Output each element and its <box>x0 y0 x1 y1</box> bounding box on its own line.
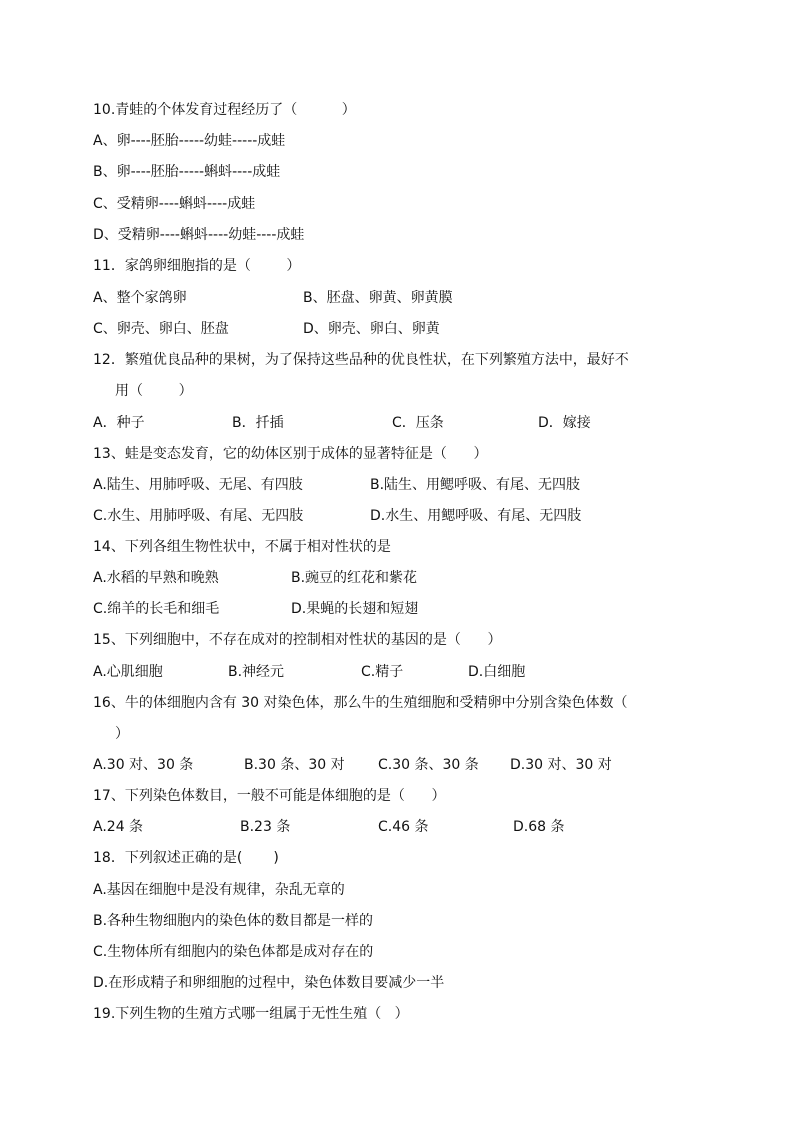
question-17-option-d: D.68 条 <box>513 819 565 835</box>
question-10-option-a: A、卵----胚胎-----幼蛙-----成蛙 <box>93 133 286 149</box>
question-13-option-a: A.陆生、用肺呼吸、无尾、有四肢 <box>93 477 303 493</box>
question-19-stem: 19.下列生物的生殖方式哪一组属于无性生殖（ ） <box>93 1006 409 1022</box>
question-18-option-a: A.基因在细胞中是没有规律，杂乱无章的 <box>93 882 345 898</box>
question-16-option-d: D.30 对、30 对 <box>510 757 612 773</box>
question-16-stem-continued: ） <box>115 726 129 742</box>
question-11-option-a: A、整个家鸽卵 <box>93 290 187 306</box>
question-14-stem: 14、下列各组生物性状中，不属于相对性状的是 <box>93 539 391 555</box>
question-10-option-d: D、受精卵----蝌蚪----幼蛙----成蛙 <box>93 227 305 243</box>
question-16-option-c: C.30 条、30 条 <box>378 757 479 773</box>
question-12-stem-continued: 用（ ） <box>115 383 193 399</box>
question-16-option-b: B.30 条、30 对 <box>244 757 345 773</box>
question-18-option-c: C.生物体所有细胞内的染色体都是成对存在的 <box>93 944 374 960</box>
question-17-stem: 17、下列染色体数目，一般不可能是体细胞的是（ ） <box>93 788 446 804</box>
question-11-option-b: B、胚盘、卵黄、卵黄膜 <box>303 290 453 306</box>
question-16-stem: 16、牛的体细胞内含有 30 对染色体，那么牛的生殖细胞和受精卵中分别含染色体数（ <box>93 695 628 711</box>
question-13-stem: 13、蛙是变态发育，它的幼体区别于成体的显著特征是（ ） <box>93 446 488 462</box>
question-11-option-d: D、卵壳、卵白、卵黄 <box>303 321 440 337</box>
question-17-option-a: A.24 条 <box>93 819 144 835</box>
question-12-option-d: D．嫁接 <box>538 415 591 431</box>
question-12-option-a: A．种子 <box>93 415 145 431</box>
question-10-option-c: C、受精卵----蝌蚪----成蛙 <box>93 196 256 212</box>
question-13-option-c: C.水生、用肺呼吸、有尾、无四肢 <box>93 508 304 524</box>
question-11-option-c: C、卵壳、卵白、胚盘 <box>93 321 229 337</box>
question-15-stem: 15、下列细胞中，不存在成对的控制相对性状的基因的是（ ） <box>93 632 502 648</box>
question-13-option-b: B.陆生、用鳃呼吸、有尾、无四肢 <box>370 477 581 493</box>
question-15-option-b: B.神经元 <box>228 664 285 680</box>
question-18-option-d: D.在形成精子和卵细胞的过程中，染色体数目要减少一半 <box>93 975 445 991</box>
question-14-option-d: D.果蝇的长翅和短翅 <box>291 601 419 617</box>
question-10-option-b: B、卵----胚胎-----蝌蚪----成蛙 <box>93 164 281 180</box>
question-14-option-a: A.水稻的早熟和晚熟 <box>93 570 219 586</box>
question-18-option-b: B.各种生物细胞内的染色体的数目都是一样的 <box>93 913 374 929</box>
question-17-option-c: C.46 条 <box>378 819 429 835</box>
question-10-stem: 10.青蛙的个体发育过程经历了（ ） <box>93 102 356 118</box>
question-16-option-a: A.30 对、30 条 <box>93 757 194 773</box>
question-11-stem: 11．家鸽卵细胞指的是（ ） <box>93 258 301 274</box>
question-13-option-d: D.水生、用鳃呼吸、有尾、无四肢 <box>370 508 582 524</box>
question-12-option-b: B．扦插 <box>232 415 284 431</box>
question-14-option-b: B.豌豆的红花和紫花 <box>291 570 418 586</box>
question-12-option-c: C．压条 <box>392 415 444 431</box>
question-17-option-b: B.23 条 <box>240 819 291 835</box>
question-18-stem: 18．下列叙述正确的是( ) <box>93 850 279 866</box>
question-15-option-c: C.精子 <box>361 664 404 680</box>
question-15-option-a: A.心肌细胞 <box>93 664 163 680</box>
question-15-option-d: D.白细胞 <box>468 664 526 680</box>
question-12-stem: 12．繁殖优良品种的果树，为了保持这些品种的优良性状，在下列繁殖方法中，最好不 <box>93 352 629 368</box>
question-14-option-c: C.绵羊的长毛和细毛 <box>93 601 220 617</box>
